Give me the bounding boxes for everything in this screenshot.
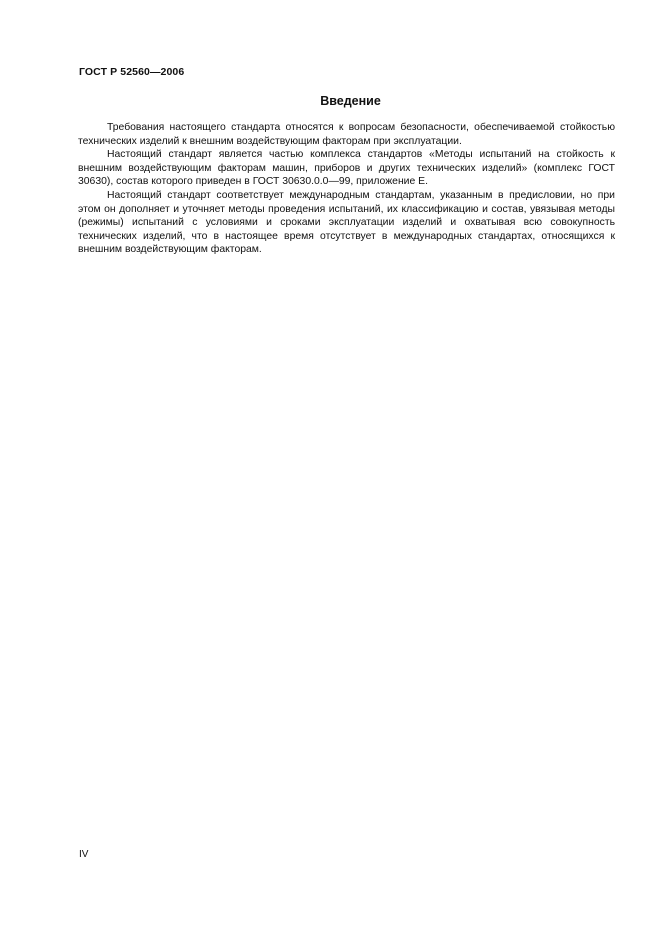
paragraph: Настоящий стандарт является частью комплекса стандартов «Методы испытаний на стойкость к внешним воздействующим факторам машин, приборов и других технических изделий» (комплекс ГОСТ 30630), состав которого приведен в ГОСТ 30630.0.0—99, приложение Е. (78, 149, 615, 188)
page-number: IV (79, 849, 89, 860)
section-title: Введение (320, 94, 381, 108)
section-body (78, 121, 615, 257)
paragraph: Настоящий стандарт соответствует международным стандартам, указанным в предисловии, но при этом он дополняет и уточняет методы проведения испытаний, их классификацию и состав, увязывая методы (режимы) испытаний с условиями и сроками эксплуатации изделий и охватывая всю совокупность технических изделий, что в настоящее время отсутствует в международных стандартах, относящихся к внешним воздействующим факторам. (78, 189, 615, 256)
paragraph: Требования настоящего стандарта относятся к вопросам безопасности, обеспечиваемой стойкостью технических изделий к внешним воздействующим факторам при эксплуатации. (78, 122, 615, 147)
document-code: ГОСТ Р 52560—2006 (79, 66, 185, 78)
